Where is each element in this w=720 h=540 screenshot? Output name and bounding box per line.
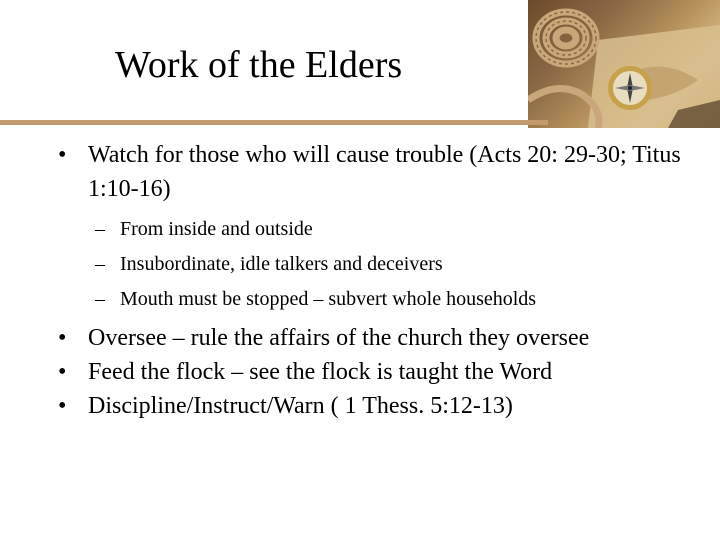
sub-bullet-inside-outside — [58, 212, 708, 247]
bullet-text: Oversee – rule the affairs of the church they oversee — [88, 325, 590, 351]
sub-bullet-marker: – — [95, 218, 105, 240]
bullet-marker: • — [58, 393, 67, 419]
bullet-text: Watch for those who will cause trouble (Acts 20: 29-30; Titus 1:10-16) — [88, 142, 681, 202]
sub-bullet-text: Insubordinate, idle talkers and deceivers — [120, 253, 443, 275]
bullet-text: Feed the flock – see the flock is taught the Word — [88, 359, 553, 385]
sub-bullet-mouth-stopped — [58, 282, 708, 317]
sub-bullet-marker: – — [95, 288, 105, 310]
bullet-discipline — [58, 389, 708, 423]
rope-compass-photo — [528, 0, 720, 128]
bullet-oversee — [58, 321, 708, 355]
slide-body — [58, 138, 708, 423]
sub-bullet-text: From inside and outside — [120, 218, 313, 240]
sub-bullet-text: Mouth must be stopped – subvert whole households — [120, 288, 537, 310]
bullet-marker: • — [58, 142, 67, 168]
compass-icon — [608, 66, 652, 110]
rope-coils — [528, 12, 599, 128]
sub-bullet-marker: – — [95, 253, 105, 275]
sub-bullet-insubordinate — [58, 247, 708, 282]
bullet-marker: • — [58, 359, 67, 385]
title-underline — [0, 120, 548, 125]
bullet-marker: • — [58, 325, 67, 351]
photo-illustration — [528, 0, 720, 128]
bullet-watch — [58, 138, 708, 206]
slide-title: Work of the Elders — [115, 44, 403, 86]
bullet-text: Discipline/Instruct/Warn ( 1 Thess. 5:12-13) — [88, 393, 513, 419]
bullet-feed-flock — [58, 355, 708, 389]
sub-bullet-list — [58, 212, 708, 317]
